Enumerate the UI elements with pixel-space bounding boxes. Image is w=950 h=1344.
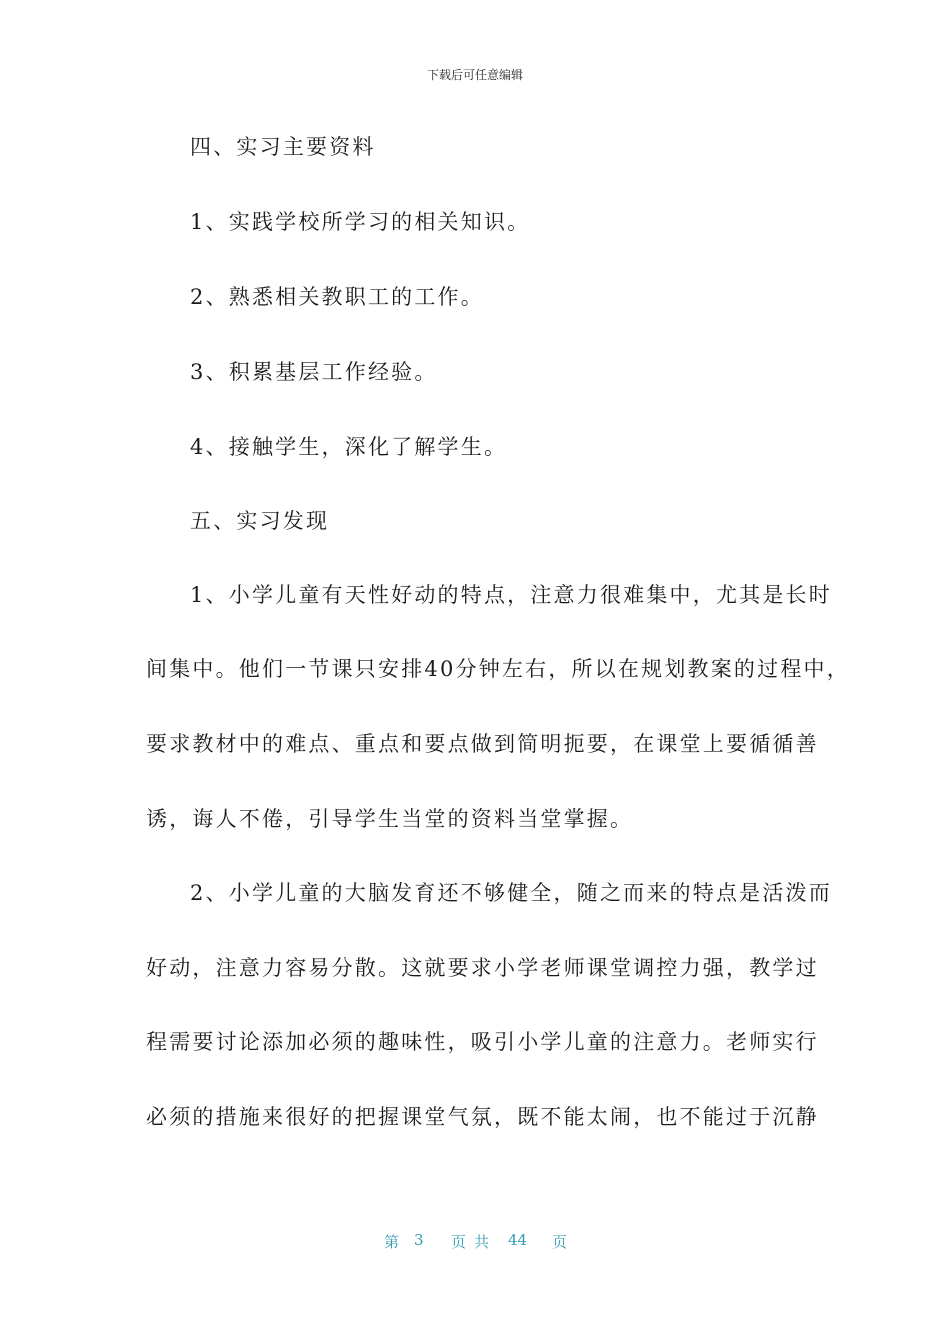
- footer-prefix: 第: [384, 1233, 400, 1251]
- list-item: 3、积累基层工作经验。: [190, 360, 438, 384]
- footer-mid: 页共: [451, 1233, 498, 1251]
- list-item: 1、实践学校所学习的相关知识。: [190, 210, 531, 234]
- paragraph-line: 诱，诲人不倦，引导学生当堂的资料当堂掌握。: [146, 807, 634, 831]
- paragraph-line: 要求教材中的难点、重点和要点做到简明扼要，在课堂上要循循善: [146, 732, 819, 756]
- section-heading: 五、实习发现: [190, 509, 330, 533]
- paragraph-line: 1、小学儿童有天性好动的特点，注意力很难集中，尤其是长时: [190, 583, 832, 607]
- paragraph-line: 间集中。他们一节课只安排40分钟左右，所以在规划教案的过程中，: [146, 657, 850, 681]
- paragraph-line: 程需要讨论添加必须的趣味性，吸引小学儿童的注意力。老师实行: [146, 1030, 819, 1054]
- paragraph-line: 好动，注意力容易分散。这就要求小学老师课堂调控力强，教学过: [146, 956, 819, 980]
- header-note: 下载后可任意编辑: [426, 68, 523, 82]
- paragraph-line: 必须的措施来很好的把握课堂气氛，既不能太闹，也不能过于沉静: [146, 1105, 819, 1129]
- list-item: 2、熟悉相关教职工的工作。: [190, 285, 484, 309]
- list-item: 4、接触学生，深化了解学生。: [190, 435, 508, 459]
- current-page-number: 3: [414, 1231, 424, 1249]
- footer-suffix: 页: [552, 1233, 568, 1251]
- paragraph-line: 2、小学儿童的大脑发育还不够健全，随之而来的特点是活泼而: [190, 881, 832, 905]
- total-pages-number: 44: [508, 1231, 528, 1249]
- section-heading: 四、实习主要资料: [190, 135, 376, 159]
